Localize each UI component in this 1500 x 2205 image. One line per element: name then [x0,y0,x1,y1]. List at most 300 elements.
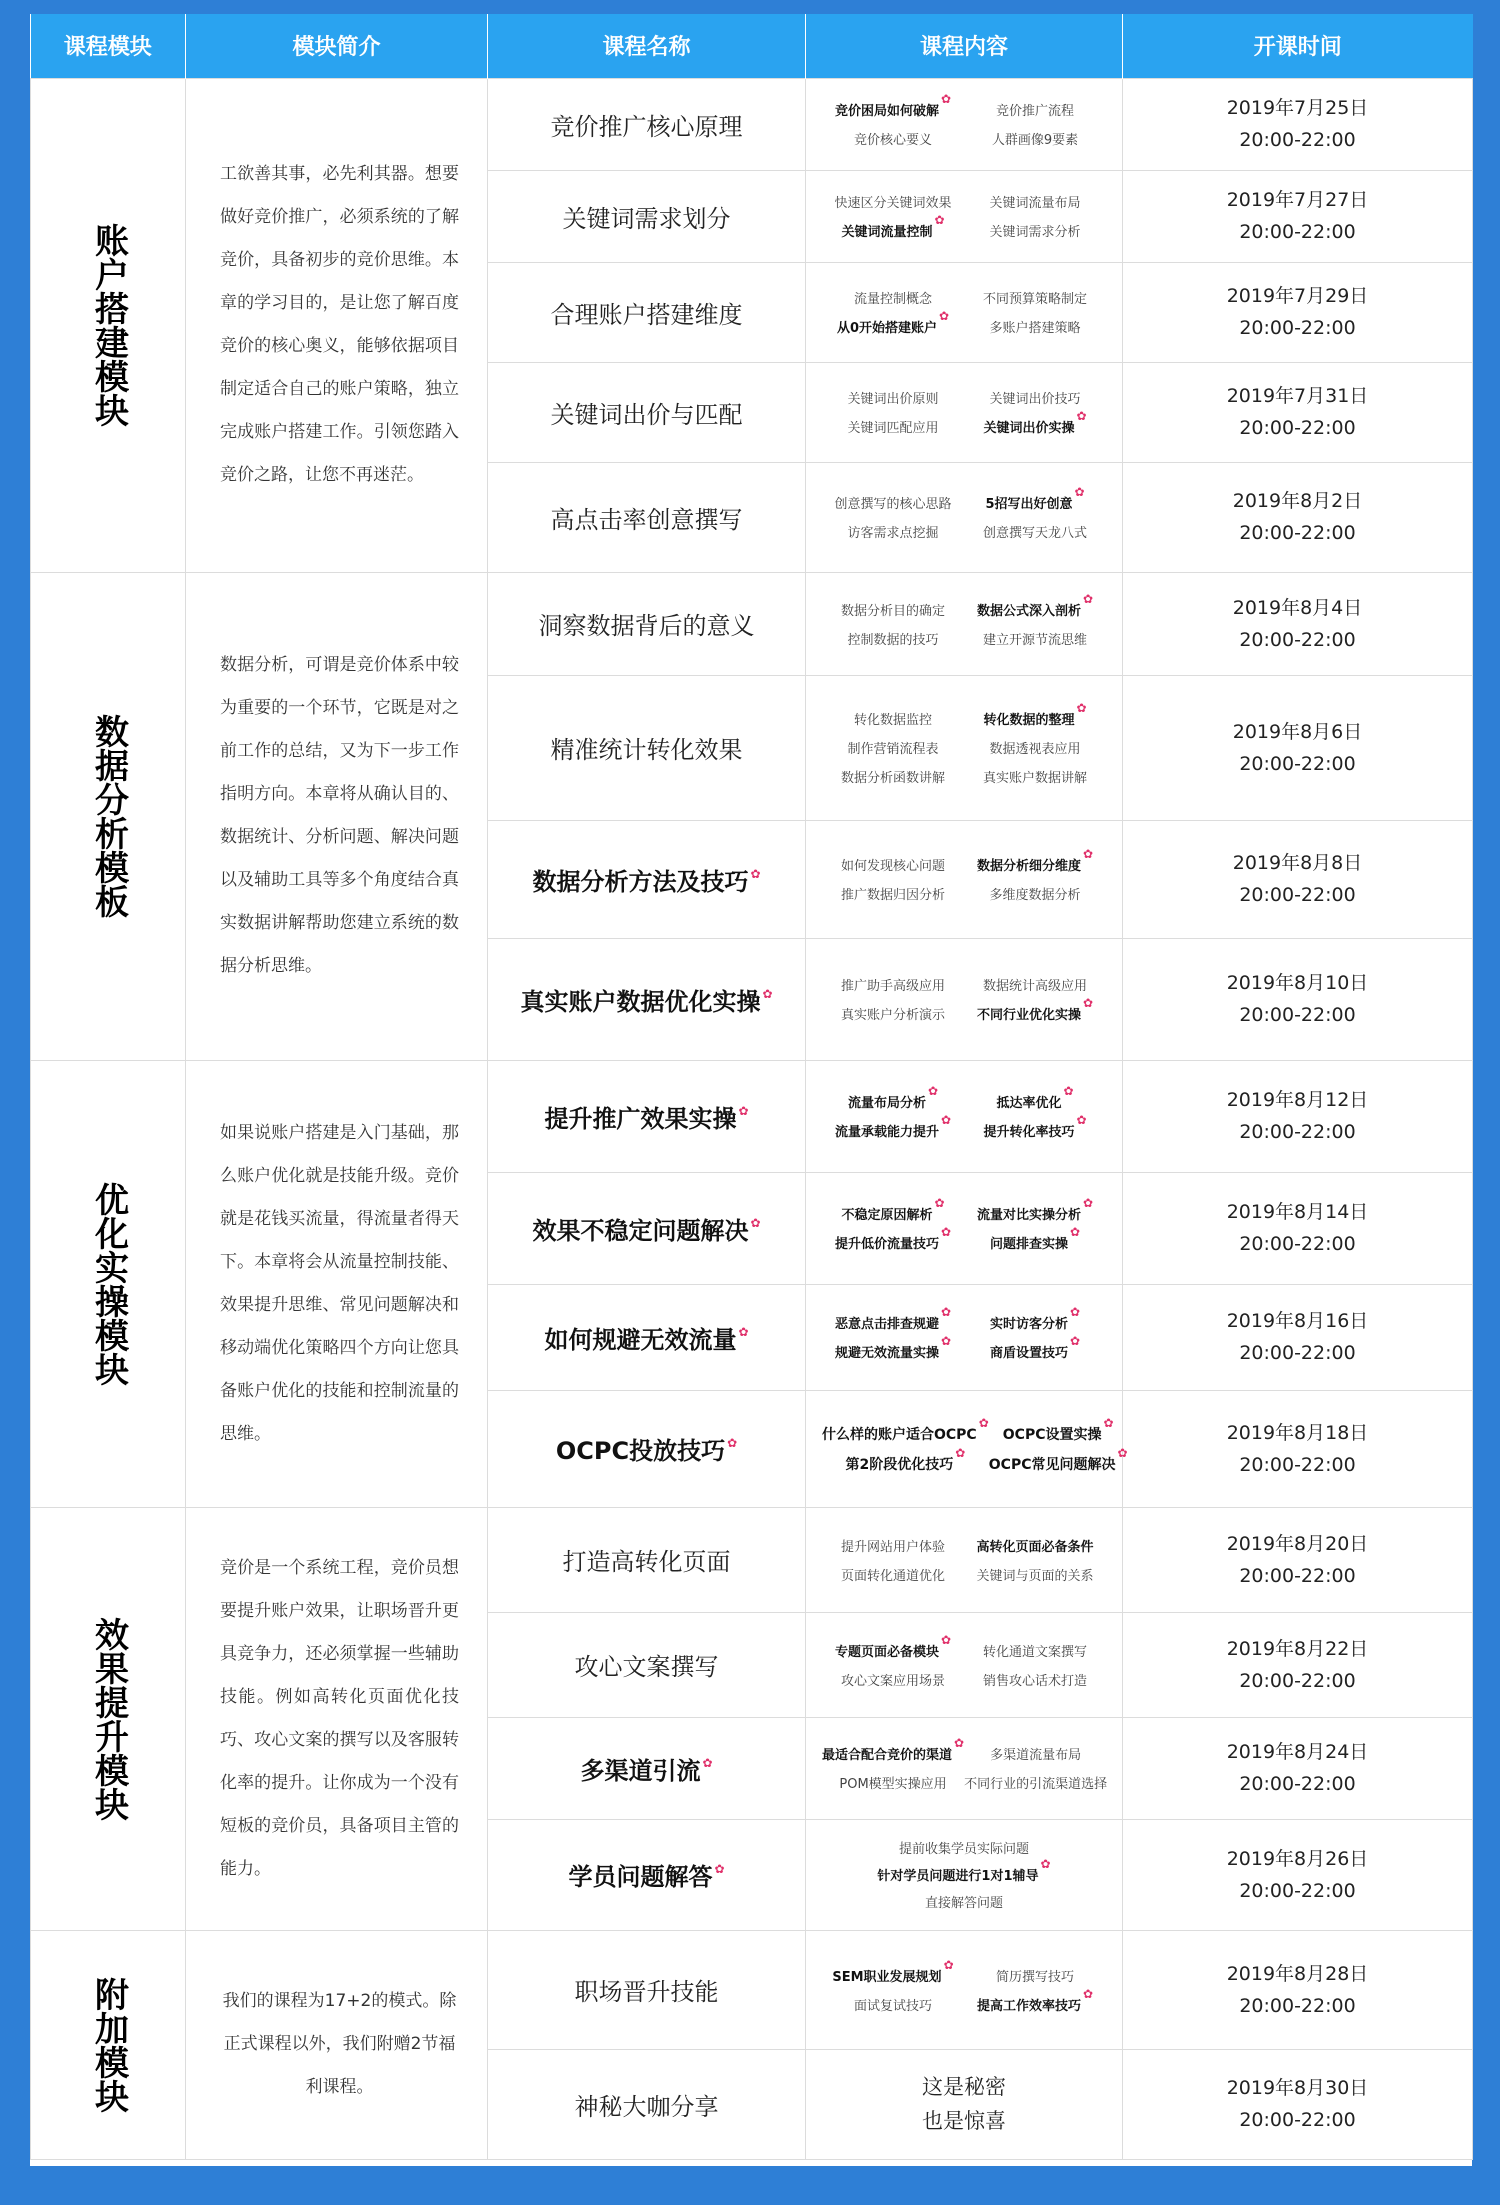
module-intro-cell [186,78,488,572]
start-time-cell [1123,572,1473,675]
course-content-cell [806,1284,1123,1390]
topic-text: 流量控制概念 [853,292,932,307]
topic-text: SEM职业发展规划 [832,1969,942,1985]
course-date: 2019年8月20日 [1226,1532,1369,1555]
course-name [532,862,760,897]
topic-item [964,522,1106,541]
table-row [31,1507,1473,1612]
course-name-text: 关键词出价与匹配 [550,400,743,429]
topic-item [964,288,1106,307]
topic-item [822,1196,964,1223]
topic-item [964,1670,1106,1689]
course-name-text: 攻心文案撰写 [574,1653,719,1681]
topic-text: 推广数据归因分析 [840,888,945,903]
topic-item [822,1773,964,1792]
star-icon: ✿ [1040,1857,1051,1871]
course-name [551,730,743,765]
topic-text: 人群画像9要素 [991,133,1079,148]
topic-text: 问题排查实操 [989,1237,1068,1252]
course-name-cell [488,1507,806,1612]
topic-item [822,1225,964,1252]
topic-list [806,485,1122,541]
topic-text: 实时访客分析 [989,1317,1068,1332]
topic-item [989,1415,1128,1444]
topic-item [964,767,1106,786]
course-name-cell [488,1930,806,2049]
module-name: 效果提升模块 [88,1616,129,1821]
course-name [544,1320,748,1355]
topic-list [806,1632,1122,1689]
module-cell [31,572,186,1060]
course-time: 20:00-22:00 [1239,1994,1356,2017]
course-date: 2019年8月14日 [1226,1201,1369,1223]
star-icon: ✿ [938,309,950,323]
table-row [31,1060,1473,1172]
topic-text: 提升转化率技巧 [983,1125,1075,1140]
star-icon: ✿ [738,1324,749,1339]
course-name-cell [488,170,806,262]
course-time: 20:00-22:00 [1239,884,1356,906]
star-icon: ✿ [738,1103,749,1118]
star-icon: ✿ [1117,1445,1128,1460]
topic-item [822,1736,965,1763]
topic-text: 针对学员问题进行1对1辅导 [877,1869,1039,1884]
course-content-cell [806,1390,1128,1507]
star-icon: ✿ [762,986,773,1001]
course-time: 20:00-22:00 [1239,752,1356,775]
topic-text: 从0开始搭建账户 [836,321,937,336]
topic-item [964,1986,1106,2014]
course-time: 20:00-22:00 [1239,1342,1356,1364]
course-time: 20:00-22:00 [1239,221,1356,243]
topic-item [822,767,964,786]
topic-item [822,1305,964,1332]
topic-text: 如何发现核心问题 [840,859,945,874]
course-name-text: 神秘大咖分享 [574,2092,719,2121]
topic-list [806,1084,1122,1140]
course-time: 20:00-22:00 [1239,522,1356,544]
topic-text: 真实账户数据讲解 [982,771,1087,786]
topic-list [806,847,1122,903]
topic-text: 关键词流量布局 [989,196,1081,211]
course-time: 20:00-22:00 [1239,1233,1356,1255]
topic-item [822,600,964,619]
topic-text: 流量对比实操分析 [976,1208,1081,1223]
header-course-name: 课程名称 [488,14,806,78]
topic-item [822,1004,964,1023]
course-content-cell [806,572,1123,675]
start-time-cell [1123,170,1473,262]
start-time-cell [1123,1612,1473,1717]
course-name-cell [488,78,806,170]
star-icon: ✿ [750,1215,761,1230]
module-intro: 工欲善其事，必先利其器。想要做好竞价推广，必须系统的了解竞价，具备初步的竞价思维。本章的学习目的，是让您了解百度竞价的核心奥义，能够依据项目制定适合自己的账户策略，独立完成账户搭建工作。引领您踏入竞价之路，让您不再迷茫。 [220,164,459,485]
topic-item [822,1084,964,1111]
topic-text: 关键词流量控制 [841,225,933,240]
topic-list [806,1838,1122,1911]
topic-item [822,1565,964,1584]
module-intro-cell [186,1507,488,1930]
topic-item [822,388,964,407]
course-name-text: 多渠道引流 [580,1756,701,1785]
topic-text: 数据分析函数讲解 [840,771,945,786]
topic-item [822,1995,964,2014]
topic-list [806,1736,1122,1792]
star-icon: ✿ [1076,409,1087,423]
course-date: 2019年8月10日 [1226,972,1369,994]
topic-text: 控制数据的技巧 [847,632,939,648]
star-icon: ✿ [1074,485,1085,499]
topic-list [806,1957,1122,2014]
star-icon: ✿ [1069,1225,1081,1239]
star-icon: ✿ [750,866,761,881]
course-name-text: OCPC投放技巧 [555,1437,726,1465]
topic-text: 不稳定原因解析 [841,1208,933,1223]
course-content-cell [806,1819,1123,1930]
star-icon: ✿ [943,1957,954,1972]
module-name: 数据分析模板 [88,714,129,918]
topic-item [964,317,1106,336]
course-content-cell [806,1507,1123,1612]
topic-item [964,1536,1106,1555]
star-icon: ✿ [727,1436,738,1450]
topic-item [964,221,1106,240]
course-date: 2019年8月16日 [1226,1310,1369,1332]
topic-item [964,1966,1106,1985]
topic-text: 竞价困局如何破解 [834,104,939,119]
topic-text: 转化数据监控 [853,713,932,728]
topic-item [822,1415,989,1444]
course-content-cell [806,2049,1123,2159]
star-icon: ✿ [940,1113,952,1127]
topic-item [822,213,964,240]
course-date: 2019年8月28日 [1226,1962,1369,1985]
module-cell [31,1060,186,1507]
topic-item [988,1445,1128,1474]
topic-text: 数据分析细分维度 [976,859,1081,874]
topic-text: 快速区分关键词效果 [834,196,952,211]
topic-text: 最适合配合竞价的渠道 [822,1748,953,1763]
topic-item [964,701,1106,728]
topic-item [964,129,1106,148]
topic-item [964,1744,1107,1763]
topic-item [964,738,1106,757]
star-icon: ✿ [940,1225,952,1239]
start-time-cell [1123,462,1473,572]
topic-item [822,1334,964,1361]
topic-text: 规避无效流量实操 [834,1346,939,1361]
topic-text: POM模型实操应用 [839,1777,947,1792]
course-time: 20:00-22:00 [1239,417,1356,439]
course-name-text: 学员问题解答 [568,1863,713,1891]
topic-text: 流量布局分析 [847,1096,926,1111]
topic-text: 直接解答问题 [924,1896,1003,1911]
topic-item [822,855,964,874]
topic-text: 第2阶段优化技巧 [845,1456,954,1473]
topic-item [822,493,964,512]
topic-item [964,192,1106,211]
course-name [539,606,755,641]
course-table [30,14,1473,2160]
topic-item [899,1838,1029,1857]
module-name: 账户搭建模块 [88,223,129,427]
topic-list [806,92,1122,148]
secret-text: 这是秘密 [922,2075,1006,2099]
topic-text: 制作营销流程表 [847,742,939,757]
topic-item [822,884,964,903]
course-name [556,1431,737,1466]
topic-item [964,1225,1106,1252]
topic-text: 数据统计高级应用 [982,979,1087,994]
table-row [31,572,1473,675]
topic-item [964,1113,1106,1140]
course-content-cell [806,78,1123,170]
star-icon: ✿ [1103,1415,1114,1430]
secret-text: 也是惊喜 [922,2109,1006,2133]
course-time: 20:00-22:00 [1239,1564,1356,1587]
topic-text: 面试复试技巧 [853,1998,932,2014]
course-content-cell [806,1172,1123,1284]
course-date: 2019年8月12日 [1226,1089,1369,1111]
start-time-cell [1123,1507,1473,1612]
course-date: 2019年8月22日 [1226,1637,1369,1660]
star-icon: ✿ [702,1755,713,1770]
topic-text: 提高工作效率技巧 [976,1998,1081,2014]
topic-text: 关键词出价实操 [983,421,1075,436]
course-time: 20:00-22:00 [1239,129,1356,151]
topic-list [806,192,1122,240]
course-content-cell [806,1060,1123,1172]
topic-text: 关键词匹配应用 [847,421,939,436]
course-time: 20:00-22:00 [1239,1773,1356,1795]
topic-list [806,1415,1128,1474]
topic-text: 数据透视表应用 [989,742,1081,757]
topic-item [822,738,964,757]
start-time-cell [1123,938,1473,1060]
start-time-cell [1123,1717,1473,1819]
course-time: 20:00-22:00 [1239,1453,1356,1476]
course-name [532,1211,760,1246]
topic-item [964,847,1106,874]
star-icon: ✿ [1069,1305,1081,1319]
course-name-text: 职场晋升技能 [574,1978,719,2006]
header-module: 课程模块 [31,14,186,78]
topic-text: 简历撰写技巧 [995,1969,1074,1985]
course-time: 20:00-22:00 [1239,1669,1356,1692]
start-time-cell [1123,262,1473,362]
topic-text: 建立开源节流思维 [982,632,1087,648]
course-name [551,395,743,430]
course-content-cell [806,462,1123,572]
course-date: 2019年8月30日 [1226,2077,1369,2099]
topic-text: 攻心文案应用场景 [840,1673,945,1689]
course-name-cell [488,1060,806,1172]
topic-text: 数据公式深入剖析 [976,603,1081,619]
topic-list [806,388,1122,436]
course-name-text: 效果不稳定问题解决 [532,1216,749,1245]
topic-item [964,1565,1106,1584]
topic-text: 不同行业优化实操 [976,1008,1081,1023]
topic-text: 页面转化通道优化 [840,1568,945,1584]
course-name-text: 数据分析方法及技巧 [532,867,749,896]
course-name-cell [488,675,806,820]
star-icon: ✿ [1076,701,1087,715]
star-icon: ✿ [927,1084,939,1098]
topic-text: 竞价推广流程 [995,104,1074,119]
table-row [31,78,1473,170]
star-icon: ✿ [1082,1986,1094,2001]
course-name-cell [488,1717,806,1819]
star-icon: ✿ [1069,1334,1081,1348]
course-content-cell [806,938,1123,1060]
course-name-text: 提升推广效果实操 [544,1104,737,1133]
topic-item [964,591,1106,619]
course-content-cell [806,675,1123,820]
topic-text: 专题页面必备模块 [834,1644,939,1660]
course-name-cell [488,1612,806,1717]
star-icon: ✿ [1082,847,1094,861]
course-content-cell [806,170,1123,262]
topic-list [806,288,1122,336]
topic-item [822,1113,964,1140]
module-name: 附加模块 [88,1976,129,2113]
topic-text: 商盾设置技巧 [989,1346,1068,1361]
course-name-cell [488,938,806,1060]
star-icon: ✿ [934,1196,945,1210]
header-intro: 模块简介 [186,14,488,78]
topic-text: OCPC常见问题解决 [988,1456,1116,1473]
topic-item [822,629,964,648]
module-intro: 数据分析，可谓是竞价体系中较为重要的一个环节，它既是对之前工作的总结，又为下一步工作指明方向。本章将从确认目的、数据统计、分析问题、解决问题以及辅助工具等多个角度结合真实数据讲解帮助您建立系统的数据分析思维。 [220,655,459,976]
course-content-cell [806,1612,1123,1717]
table-row [31,1930,1473,2049]
start-time-cell [1123,1930,1473,2049]
course-name [551,107,743,142]
topic-item [964,1196,1106,1223]
course-time: 20:00-22:00 [1239,317,1356,339]
topic-item [822,1632,964,1660]
topic-text: 关键词出价原则 [847,392,939,407]
topic-item [964,1773,1107,1792]
module-intro-cell [186,1060,488,1507]
topic-text: 销售攻心话术打造 [982,1673,1087,1689]
start-time-cell [1123,1284,1473,1390]
star-icon: ✿ [940,92,952,106]
header-start-time: 开课时间 [1123,14,1473,78]
star-icon: ✿ [1076,1113,1087,1127]
course-date: 2019年8月6日 [1232,720,1363,743]
course-content-cell [806,262,1123,362]
topic-text: OCPC设置实操 [1002,1426,1102,1443]
topic-text: 不同预算策略制定 [982,292,1087,307]
course-time: 20:00-22:00 [1239,1121,1356,1143]
start-time-cell [1123,2049,1473,2159]
course-name [551,500,743,535]
course-schedule-sheet [30,14,1472,2166]
course-date: 2019年7月29日 [1226,285,1369,307]
topic-item [822,709,964,728]
topic-item [822,1957,964,1985]
topic-item [822,92,964,119]
topic-list [806,591,1122,648]
course-name [563,199,731,234]
star-icon: ✿ [934,213,945,227]
topic-text: 多账户搭建策略 [989,321,1081,336]
module-cell [31,1507,186,1930]
topic-text: 关键词需求分析 [989,225,1081,240]
topic-item [964,884,1106,903]
topic-item [964,100,1106,119]
course-name-cell [488,362,806,462]
topic-text: 数据分析目的确定 [840,603,945,619]
course-name [575,1647,719,1682]
course-name-text: 合理账户搭建维度 [550,300,743,329]
topic-text: 创意撰写天龙八式 [982,526,1087,541]
topic-item [822,129,964,148]
module-intro: 竞价是一个系统工程，竞价员想要提升账户效果，让职场晋升更具竞争力，还必须掌握一些辅助技能。例如高转化页面优化技巧、攻心文案的撰写以及客服转化率的提升。让你成为一个没有短板的竞价员，具备项目主管的能力。 [220,1557,459,1879]
topic-text: 流量承载能力提升 [834,1125,939,1140]
module-name: 优化实操模块 [88,1181,129,1386]
star-icon: ✿ [940,1632,952,1647]
course-date: 2019年8月26日 [1226,1847,1369,1870]
topic-text: 提升网站用户体验 [840,1539,945,1555]
course-content-cell [806,1717,1123,1819]
topic-text: 多维度数据分析 [989,888,1081,903]
topic-text: 提升低价流量技巧 [834,1237,939,1252]
topic-text: 5招写出好创意 [985,497,1073,512]
star-icon: ✿ [1082,1196,1094,1210]
topic-list [806,1305,1122,1361]
topic-item [822,1536,964,1555]
topic-text: 关键词出价技巧 [989,392,1081,407]
star-icon: ✿ [940,1334,952,1348]
star-icon: ✿ [955,1445,966,1460]
topic-item [964,388,1106,407]
topic-list [806,1196,1122,1252]
course-content-cell [806,1930,1123,2049]
topic-item [964,485,1106,512]
star-icon: ✿ [978,1415,989,1430]
topic-text: 创意撰写的核心思路 [834,497,952,512]
course-time: 20:00-22:00 [1239,628,1356,651]
course-name-cell [488,820,806,938]
course-name-cell [488,1390,806,1507]
topic-list [806,701,1122,786]
course-name-text: 精准统计转化效果 [550,736,743,764]
topic-item [964,409,1106,436]
topic-list [806,1536,1122,1584]
module-cell [31,1930,186,2159]
module-intro-cell [186,1930,488,2159]
course-time: 20:00-22:00 [1239,1879,1356,1902]
course-date: 2019年7月31日 [1226,385,1369,407]
course-name-cell [488,262,806,362]
topic-item [822,975,964,994]
topic-item [877,1857,1051,1884]
topic-text: 推广助手高级应用 [840,979,945,994]
start-time-cell [1123,1819,1473,1930]
course-name-text: 真实账户数据优化实操 [520,987,761,1016]
course-time: 20:00-22:00 [1239,2109,1356,2131]
topic-text: 抵达率优化 [996,1096,1062,1111]
course-time: 20:00-22:00 [1239,1004,1356,1026]
topic-list [806,975,1122,1023]
course-name-text: 高点击率创意撰写 [550,505,743,534]
topic-item [964,975,1106,994]
course-name [575,2087,719,2122]
star-icon: ✿ [1063,1084,1074,1098]
course-content-cell [806,820,1123,938]
